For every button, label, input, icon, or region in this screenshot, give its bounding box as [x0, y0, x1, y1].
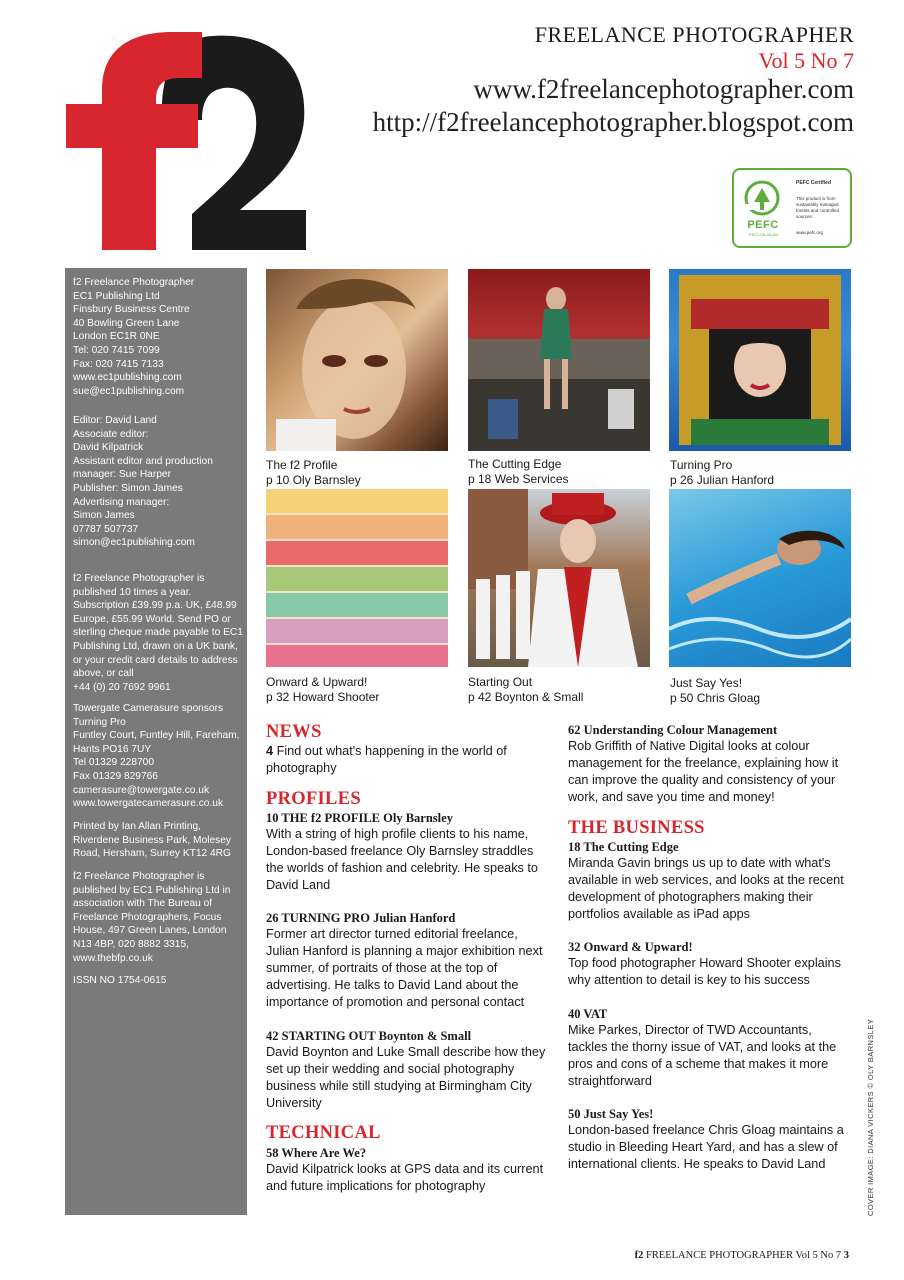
page-footer — [635, 1250, 849, 1261]
section-heading-technical: TECHNICAL — [266, 1123, 381, 1143]
toc-page-number: 4 — [266, 744, 274, 758]
toc-entry-body: Former art director turned editorial freelance, Julian Hanford is planning a major exhibition next summer, of portraits of those at the top of advertising. He talks to David Land about the importance of promotion and personal contact — [266, 927, 543, 1009]
toc-entry-just-say-yes — [568, 1106, 848, 1173]
caption-page: p 10 Oly Barnsley — [266, 472, 361, 487]
caption-page: p 42 Boynton & Small — [468, 689, 584, 704]
caption-page: p 50 Chris Gloag — [670, 690, 761, 705]
caption-title: The Cutting Edge — [468, 457, 562, 471]
caption-title: Starting Out — [468, 675, 533, 689]
issue-volume: Vol 5 No 7 — [758, 48, 854, 73]
footer-brand: f2 — [634, 1250, 644, 1261]
red-hat-figure-shape — [468, 489, 650, 667]
caption-page: p 18 Web Services — [468, 471, 569, 486]
toc-entry-body: Miranda Gavin brings us up to date with what's available in web services, and looks at the recent development of photographers making their portfolios available as iPad apps — [568, 856, 844, 921]
caption-profile — [266, 458, 361, 487]
cafe-scene-shape — [468, 269, 650, 451]
toc-entry-oly-barnsley — [266, 810, 546, 894]
section-heading-news: NEWS — [266, 722, 322, 742]
website-link[interactable]: www.f2freelancephotographer.com — [473, 74, 854, 104]
toc-entry-colour-management — [568, 722, 848, 806]
toc-entry-title: 18 The Cutting Edge — [568, 840, 679, 854]
pefc-tree-icon — [740, 178, 784, 222]
toc-entry-body: David Kilpatrick looks at GPS data and its current and future implications for photography — [266, 1162, 544, 1193]
toc-entry-body: With a string of high profile clients to his name, London-based freelance Oly Barnsley straddles the worlds of fashion and celebrity. He speaks to David Land — [266, 827, 538, 892]
pefc-certified-label: PEFC Certified — [796, 180, 832, 186]
caption-title: Onward & Upward! — [266, 675, 368, 689]
caption-just-say-yes — [670, 676, 760, 705]
f2-logo — [62, 28, 312, 253]
pefc-name: PEFC — [747, 219, 779, 231]
caption-title: Turning Pro — [670, 458, 733, 472]
portrait-face-shape — [266, 269, 448, 451]
sponsor-info: Towergate Camerasure sponsors Turning Pro Funtley Court, Funtley Hill, Fareham, Hants PO16 7UY Tel 01329 228700 Fax 01329 829766 camerasure@towergate.co.uk www.towergatecamerasure.co.uk — [73, 703, 240, 810]
photo-starting-out — [468, 489, 650, 667]
blog-link[interactable]: http://f2freelancephotographer.blogspot.com — [372, 107, 854, 137]
toc-entry-body: London-based freelance Chris Gloag maintains a studio in Bleeding Heart Yard, and has a slew of international clients. He speaks to David Land — [568, 1123, 844, 1171]
caption-turning-pro — [670, 458, 774, 487]
swimmer-shape — [669, 489, 851, 667]
toc-entry-body: Rob Griffith of Native Digital looks at colour management for the freelance, explaining how it can improve the quality and consistency of your work, and save you time and money! — [568, 739, 839, 804]
cover-image-credit — [864, 1020, 876, 1220]
page-number: 3 — [843, 1250, 849, 1261]
caption-title: Just Say Yes! — [670, 676, 743, 690]
toc-entry-title: 58 Where Are We? — [266, 1146, 367, 1160]
caption-page: p 32 Howard Shooter — [266, 689, 380, 704]
toc-entry-onward-upward — [568, 939, 848, 989]
caption-title: The f2 Profile — [266, 458, 338, 472]
toc-entry-body: Top food photographer Howard Shooter explains why attention to detail is key to his success — [568, 956, 841, 987]
caption-starting-out — [468, 675, 583, 704]
toc-entry-title: 26 TURNING PRO Julian Hanford — [266, 911, 456, 925]
masthead-sidebar — [65, 268, 247, 1215]
section-heading-the-business: THE BUSINESS — [568, 818, 705, 838]
toc-entry-news — [266, 743, 546, 777]
photo-profile-portrait — [266, 269, 448, 451]
subscription-info: f2 Freelance Photographer is published 10 times a year. Subscription £39.99 p.a. UK, £48.99 Europe, £55.99 World. Send PO or sterling cheque made payable to EC1 Publishing Ltd, drawn on a UK bank, or your credit card details to address above, or call +44 (0) 20 7692 9961 — [73, 573, 243, 693]
pefc-website: www.pefc.org — [796, 230, 824, 235]
toc-entry-title: 40 VAT — [568, 1007, 608, 1021]
toc-entry-title: 50 Just Say Yes! — [568, 1107, 654, 1121]
toc-entry-where-are-we — [266, 1145, 546, 1195]
publisher-info: f2 Freelance Photographer is published by EC1 Publishing Ltd in association with The Bureau of Freelance Photographers, Focus House, 497 Green Lanes, London N13 4BP, 020 8882 3315, www.thebfp.co.uk — [73, 871, 231, 964]
editorial-staff: Editor: David Land Associate editor: David Kilpatrick Assistant editor and production manager: Sue Harper Publisher: Simon James Advertising manager: Simon James 07787 507737 simon@ec1publishing.com — [73, 415, 213, 549]
photo-turning-pro-theatre — [669, 269, 851, 451]
issn-number: ISSN NO 1754-0615 — [73, 975, 167, 986]
cover-credit-text: COVER IMAGE: DIANA VICKERS © OLY BARNSLEY — [866, 1018, 875, 1216]
toc-entry-vat — [568, 1006, 848, 1090]
section-heading-profiles: PROFILES — [266, 789, 361, 809]
photo-cutting-edge-cafe — [468, 269, 650, 451]
pefc-description: This product is from sustainably managed forests and controlled sources — [796, 196, 840, 219]
photo-just-say-yes-swimmer — [669, 489, 851, 667]
toc-entry-title: 62 Understanding Colour Management — [568, 723, 778, 737]
macaron-rows-shape — [266, 489, 448, 667]
caption-onward-upward — [266, 675, 379, 704]
toc-entry-body: Find out what's happening in the world of photography — [266, 744, 507, 775]
toc-entry-title: 32 Onward & Upward! — [568, 940, 693, 954]
toc-entry-julian-hanford — [266, 910, 546, 1011]
toc-entry-title: 10 THE f2 PROFILE Oly Barnsley — [266, 811, 453, 825]
toc-entry-body: Mike Parkes, Director of TWD Accountants, tackles the thorny issue of VAT, and looks at the pros and cons of a scheme that makes it more straightforward — [568, 1023, 837, 1088]
photo-macarons — [266, 489, 448, 667]
puppet-theatre-shape — [669, 269, 851, 451]
toc-entry-title: 42 STARTING OUT Boynton & Small — [266, 1029, 472, 1043]
toc-entry-cutting-edge — [568, 839, 848, 923]
footer-text: FREELANCE PHOTOGRAPHER Vol 5 No 7 — [645, 1250, 842, 1261]
toc-entry-body: David Boynton and Luke Small describe how they set up their wedding and social photography business while still studying at Birmingham City University — [266, 1045, 546, 1110]
magazine-title: FREELANCE PHOTOGRAPHER — [534, 22, 854, 47]
printer-info: Printed by Ian Allan Printing, Riverdene Business Park, Molesey Road, Hersham, Surrey KT12 4RG — [73, 821, 231, 860]
caption-cutting-edge — [468, 457, 569, 486]
caption-page: p 26 Julian Hanford — [670, 472, 775, 487]
pefc-certification-badge — [732, 168, 852, 248]
publisher-address: f2 Freelance Photographer EC1 Publishing Ltd Finsbury Business Centre 40 Bowling Green Lane London EC1R 0NE Tel: 020 7415 7099 Fax: 020 7415 7133 www.ec1publishing.com sue@ec1publishing.com — [73, 277, 195, 397]
pefc-code: PEFC/16-33-691 — [748, 232, 779, 237]
toc-entry-boynton-small — [266, 1028, 546, 1112]
